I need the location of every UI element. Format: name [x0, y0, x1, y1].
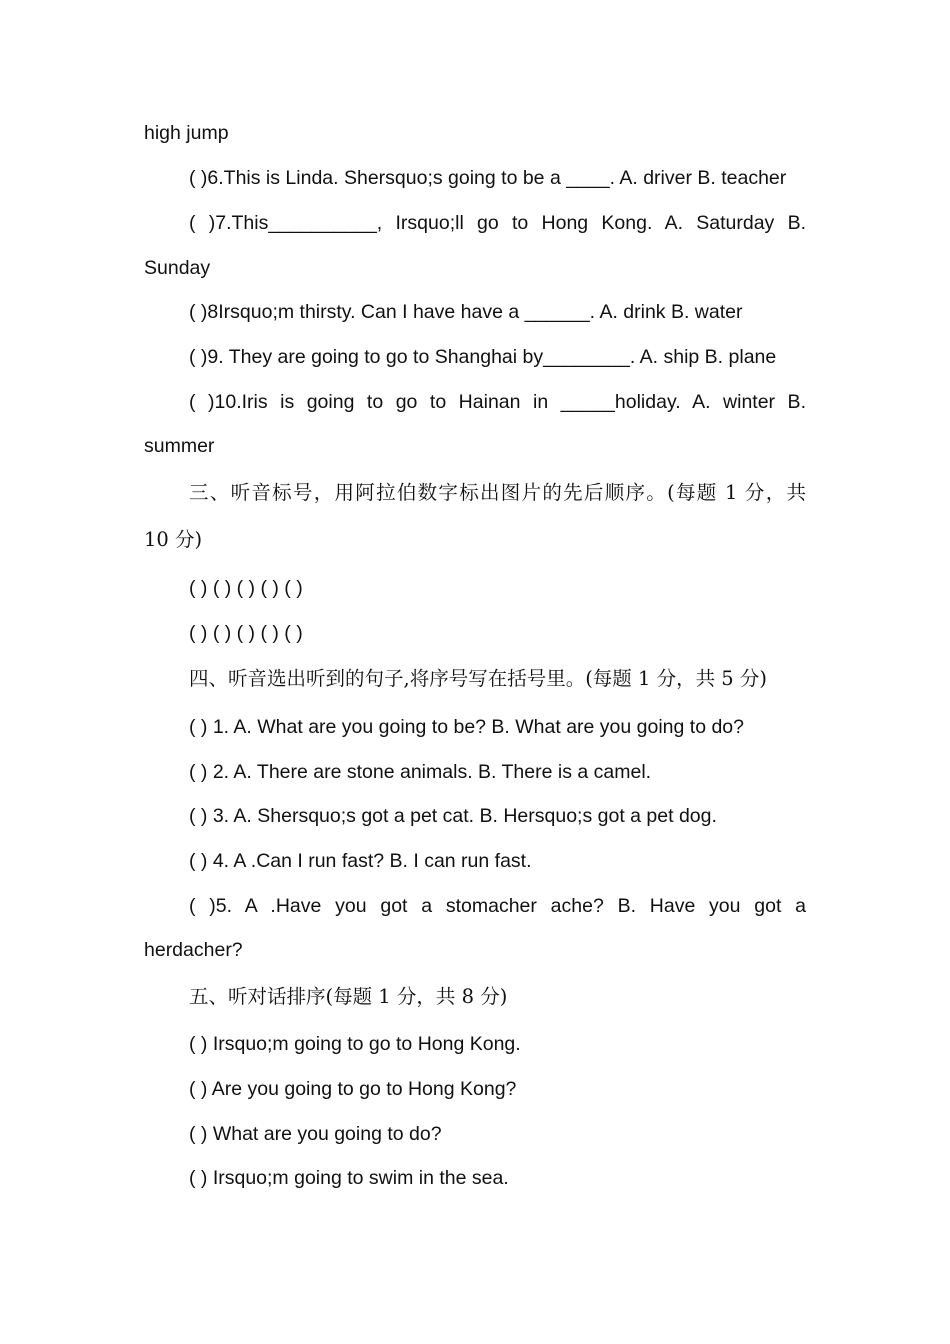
question-8: ( )8Irsquo;m thirsty. Can I have have a ______. A. drink B. water	[189, 301, 743, 323]
section-5-heading: 五、听对话排序(每题 1 分，共 8 分)	[189, 985, 508, 1008]
listening-item-2: ( ) 2. A. There are stone animals. B. There is a camel.	[189, 761, 652, 783]
dialogue-line: ( ) Irsquo;m going to go to Hong Kong.	[189, 1033, 521, 1055]
answer-brackets-row: ( ) ( ) ( ) ( ) ( )	[189, 577, 303, 599]
text-line: herdacher?	[144, 939, 243, 961]
section-3-heading: 三、听音标号，用阿拉伯数字标出图片的先后顺序。(每题 1 分，共	[189, 481, 806, 504]
dialogue-line: ( ) Irsquo;m going to swim in the sea.	[189, 1167, 509, 1189]
question-7: ( )7.This__________, Irsquo;ll go to Hong Kong. A. Saturday B.	[189, 212, 806, 234]
text-line: 10 分)	[144, 528, 203, 551]
answer-brackets-row: ( ) ( ) ( ) ( ) ( )	[189, 622, 303, 644]
listening-item-5: ( )5. A .Have you got a stomacher ache? B. Have you got a	[189, 895, 806, 917]
question-10: ( )10.Iris is going to go to Hainan in _____holiday. A. winter B.	[189, 391, 806, 413]
text-line: Sunday	[144, 257, 211, 279]
listening-item-1: ( ) 1. A. What are you going to be? B. What are you going to do?	[189, 716, 744, 738]
section-4-heading: 四、听音选出听到的句子,将序号写在括号里。(每题 1 分，共 5 分)	[189, 667, 768, 690]
text-line: high jump	[144, 122, 229, 144]
dialogue-line: ( ) Are you going to go to Hong Kong?	[189, 1078, 517, 1100]
text-line: summer	[144, 435, 215, 457]
listening-item-4: ( ) 4. A .Can I run fast? B. I can run fast.	[189, 850, 532, 872]
question-6: ( )6.This is Linda. Shersquo;s going to be a ____. A. driver B. teacher	[189, 167, 787, 189]
listening-item-3: ( ) 3. A. Shersquo;s got a pet cat. B. Hersquo;s got a pet dog.	[189, 805, 717, 827]
question-9: ( )9. They are going to go to Shanghai by________. A. ship B. plane	[189, 346, 777, 368]
dialogue-line: ( ) What are you going to do?	[189, 1123, 442, 1145]
